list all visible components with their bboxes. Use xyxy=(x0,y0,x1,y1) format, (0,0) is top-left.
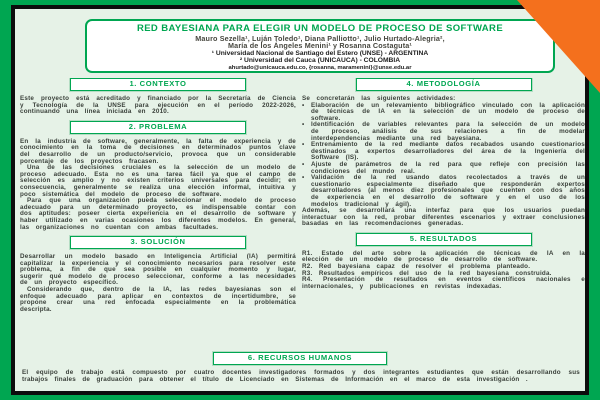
bullet-icon: • xyxy=(302,160,305,168)
black-border xyxy=(11,5,589,395)
resultados-heading: 5. RESULTADOS xyxy=(356,233,532,246)
resultado-item: R1. Estado del arte sobre la aplicación de técnicas de IA en la elección de un modelo de proceso de desarrollo de software. xyxy=(302,249,585,264)
bullet-icon: • xyxy=(302,141,305,149)
bullet-item xyxy=(302,175,585,208)
bullet-item xyxy=(302,142,585,162)
affiliation-2: ² Universidad del Cauca (UNICAUCA) - COLOMBIA xyxy=(239,56,401,64)
right-column xyxy=(302,78,585,352)
contact-emails: ahurtado@unicauca.edu.co, {rosanna, maramenini}@unse.edu.ar xyxy=(228,64,412,71)
bullet-text: Elaboración de un relevamiento bibliográfico vinculado con la aplicación de técnicas de IA en la selección de un modelo de proceso de software. xyxy=(311,101,585,122)
bullet-icon: • xyxy=(302,101,305,109)
title-box xyxy=(85,19,555,73)
metodologia-outro: Además, se desarrollará una interfaz para que los usuarios puedan interactuar con la red, probar diferentes escenarios y extraer conclusiones basadas en las recomendaciones generadas. xyxy=(302,207,585,228)
bullet-text: Validación de la red usando datos recolectados a través de un cuestionario especialmente diseñado que responderán expertos desarrolladores (al menos diez profesionales que cuenten con dos años de experiencia en el desarrollo de software y en el uso de los modelos tradicional y ágil). xyxy=(311,174,585,208)
authors-line-2: María de los Ángeles Menini¹ y Rosanna Costaguta¹ xyxy=(228,41,412,51)
bullet-text: Entrenamiento de la red mediante datos recabados usando cuestionarios destinados a expertos desarrolladores del área de la Ingeniería del Software (IS). xyxy=(311,141,585,162)
left-column xyxy=(20,78,296,352)
bullet-item xyxy=(302,103,585,123)
resultado-item: R4. Presentación de resultados en eventos científicos nacionales e internacionales, y publicaciones en revistas indexadas. xyxy=(302,276,585,290)
poster-title: RED BAYESIANA PARA ELEGIR UN MODELO DE PROCESO DE SOFTWARE xyxy=(136,23,504,34)
recursos-body: El equipo de trabajo está compuesto por cuatro docentes investigadores formados y dos integrantes estudiantes que están desarrollando sus trabajos finales de graduación para obtener el título de Licenciado en Sistemas de Información en el marco de esta investigación . xyxy=(22,369,580,383)
solucion-paragraph: Desarrollar un modelo basado en Inteligencia Artificial (IA) permitirá capitalizar la experiencia y el conocimiento necesarios para resolver este problema, a fin de que sea posible en cualquier momento y lugar, sugerir qué modelo de proceso seleccionar, conforme a las necesidades de un proyecto específico. xyxy=(20,253,296,287)
resultado-item: R2. Red bayesiana capaz de resolver el problema planteado. xyxy=(302,263,531,271)
bullet-icon: • xyxy=(302,121,305,129)
metodologia-heading: 4. METODOLOGÍA xyxy=(356,78,532,91)
bullet-item xyxy=(302,122,585,142)
problema-paragraph: En la industria de software, generalmente, la falta de experiencia y de conocimiento en la toma de decisiones en determinados puntos clave del desarrollo de un producto/servicio, provoca que un considerable porcentaje de los proyectos fracasen. xyxy=(20,137,296,165)
bullet-text: Identificación de variables relevantes para la selección de un modelo de proceso, análisis de sus relaciones a fin de modelar interdependencias mediante una red bayesiana. xyxy=(311,121,585,142)
poster-content-area xyxy=(15,9,585,391)
authors-line-1: Mauro Sezella¹, Luján Toledo¹, Diana Palliotto¹, Julio Hurtado-Alegria², xyxy=(195,33,445,43)
problema-paragraph: Para que una organización pueda seleccionar el modelo de proceso adecuado para un determinado proyecto, es indispensable contar con dos aptitudes: poseer cierta experiencia en el desarrollo de software y haber utilizado en varias ocasiones los diferentes modelos. En general, las organizaciones no cuentan con ambas facultades. xyxy=(20,197,296,231)
contexto-body: Este proyecto está acreditado y financiado por la Secretaría de Ciencia y Tecnología de la UNSE para ejecución en el período 2022-2026, continuando una línea iniciada en 2010. xyxy=(20,95,296,116)
solucion-paragraph: Considerando que, dentro de la IA, las redes bayesianas son el enfoque adecuado para aplicar en contextos de incertidumbre, se propone crear una red enfocada especialmente en la problemática descripta. xyxy=(20,286,296,313)
problema-heading: 2. PROBLEMA xyxy=(70,121,246,134)
contexto-heading: 1. CONTEXTO xyxy=(70,78,246,91)
bullet-text: Ajuste de parámetros de la red para que refleje con precisión las condiciones del mundo real. xyxy=(311,160,585,175)
metodologia-intro: Se concretarán las siguientes actividades: xyxy=(302,95,456,102)
bullet-icon: • xyxy=(302,174,305,182)
solucion-heading: 3. SOLUCIÓN xyxy=(70,236,246,249)
affiliation-1: ¹ Universidad Nacional de Santiago del Estero (UNSE) - ARGENTINA xyxy=(211,49,429,57)
resultado-item: R3. Resultados empíricos del uso de la red bayesiana construida. xyxy=(302,269,552,277)
problema-paragraph: Una de las decisiones cruciales es la selección de un modelo de proceso adecuado. Esta no es una tarea fácil ya que el campo de selección es amplio y no existen criterios universales para decidir; en consecuencia, generalmente se realiza una elección informal, intuitiva y poco sistemática del modelo de proceso de software. xyxy=(20,164,296,198)
recursos-heading: 6. RECURSOS HUMANOS xyxy=(213,352,387,365)
